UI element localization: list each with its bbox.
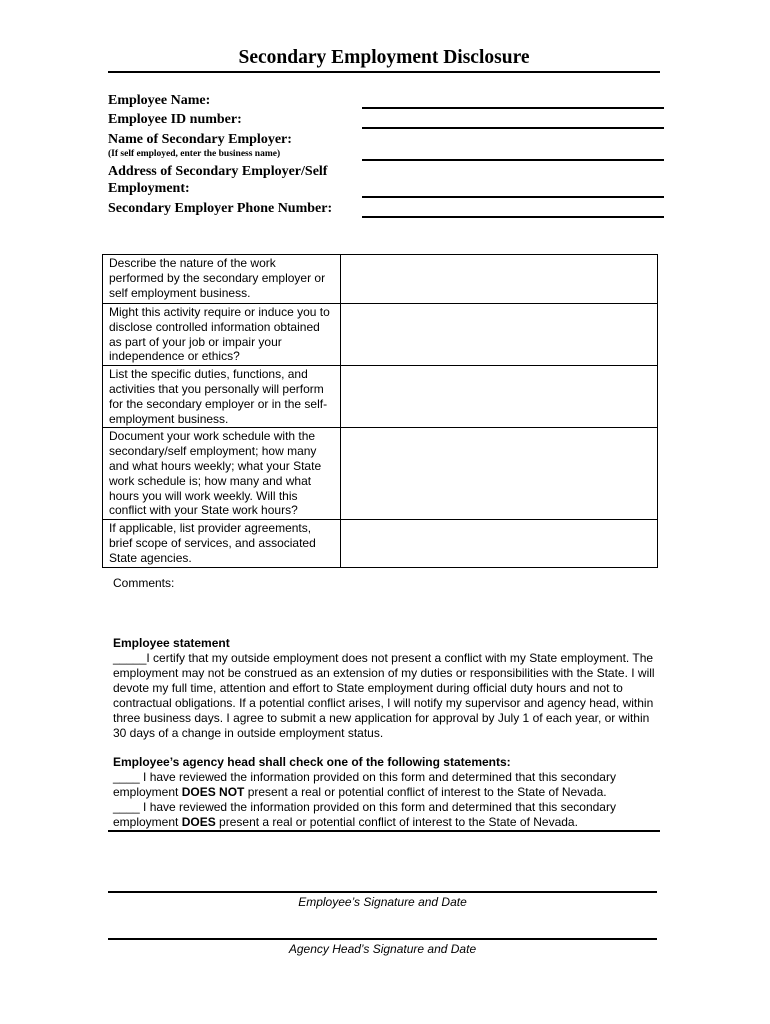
form-title: Secondary Employment Disclosure	[238, 47, 530, 68]
question-schedule: Document your work schedule with the secondary/self employment; how many and what hours weekly; what your State work schedule is; how many and what hours you will work weekly. Will this conflict with your State work hours?	[103, 428, 341, 520]
agency-head-signature-line[interactable]	[108, 938, 657, 940]
address-label-line1: Address of Secondary Employer/Self	[108, 164, 328, 179]
employee-id-field[interactable]	[362, 127, 664, 129]
option-does-emphasis: DOES	[181, 815, 216, 829]
table-row	[103, 255, 658, 304]
address-label-line2: Employment:	[108, 181, 190, 196]
question-work-nature: Describe the nature of the work performed by the secondary employer or self employment business.	[103, 255, 341, 304]
employee-signature-line[interactable]	[108, 891, 657, 893]
employee-name-label: Employee Name:	[108, 93, 211, 108]
employee-statement-text: _____I certify that my outside employment does not present a conflict with my State employment. The employment may not be construed as an extension of my duties or responsibilities with the State. I will devote my full time, attention and effort to State employment during official duty hours and not to contractual obligations. If a potential conflict arises, I will notify my supervisor and agency head, within three business days. I agree to submit a new application for approval by July 1 of each year, or within 30 days of a change in outside employment status.	[113, 651, 655, 740]
option-does-not-emphasis: DOES NOT	[181, 785, 245, 799]
comments-label: Comments:	[113, 576, 175, 590]
self-employed-note: (If self employed, enter the business name)	[108, 149, 281, 159]
table-row	[103, 304, 658, 366]
option-does-text-post: present a real or potential conflict of interest to the State of Nevada.	[215, 815, 578, 829]
phone-label: Secondary Employer Phone Number:	[108, 201, 333, 216]
agency-statement-heading: Employee’s agency head shall check one of the following statements:	[113, 755, 511, 769]
option-does-text-pre: ____ I have reviewed the information provided on this form and determined that this secondary employment	[113, 800, 616, 829]
agency-option-does-not	[113, 770, 660, 800]
answer-schedule[interactable]	[340, 428, 657, 520]
answer-controlled-info[interactable]	[340, 304, 657, 366]
answer-work-nature[interactable]	[340, 255, 657, 304]
statement-divider	[108, 830, 660, 832]
employee-name-field[interactable]	[362, 107, 664, 109]
title-divider	[108, 71, 660, 73]
question-duties: List the specific duties, functions, and activities that you personally will perform for the secondary employer or in the self-employment business.	[103, 366, 341, 428]
phone-field[interactable]	[362, 216, 664, 218]
employee-id-label: Employee ID number:	[108, 112, 242, 127]
question-provider-agreements: If applicable, list provider agreements, brief scope of services, and associated State agencies.	[103, 520, 341, 567]
employee-signature-label: Employee’s Signature and Date	[298, 895, 467, 909]
option-does-not-text-pre: ____ I have reviewed the information provided on this form and determined that this secondary employment	[113, 770, 616, 799]
agency-option-does	[113, 800, 660, 830]
table-row	[103, 520, 658, 567]
agency-head-signature-label: Agency Head’s Signature and Date	[288, 942, 477, 956]
disclosure-questions-table	[102, 254, 658, 568]
secondary-employer-field[interactable]	[362, 159, 664, 161]
answer-duties[interactable]	[340, 366, 657, 428]
answer-provider-agreements[interactable]	[340, 520, 657, 567]
option-does-not-text-post: present a real or potential conflict of interest to the State of Nevada.	[244, 785, 607, 799]
employee-statement-heading: Employee statement	[113, 636, 230, 650]
table-row	[103, 428, 658, 520]
table-row	[103, 366, 658, 428]
question-controlled-info: Might this activity require or induce you to disclose controlled information obtained as part of your job or impair your independence or ethics?	[103, 304, 341, 366]
secondary-employer-label: Name of Secondary Employer:	[108, 132, 292, 147]
address-field[interactable]	[362, 196, 664, 198]
